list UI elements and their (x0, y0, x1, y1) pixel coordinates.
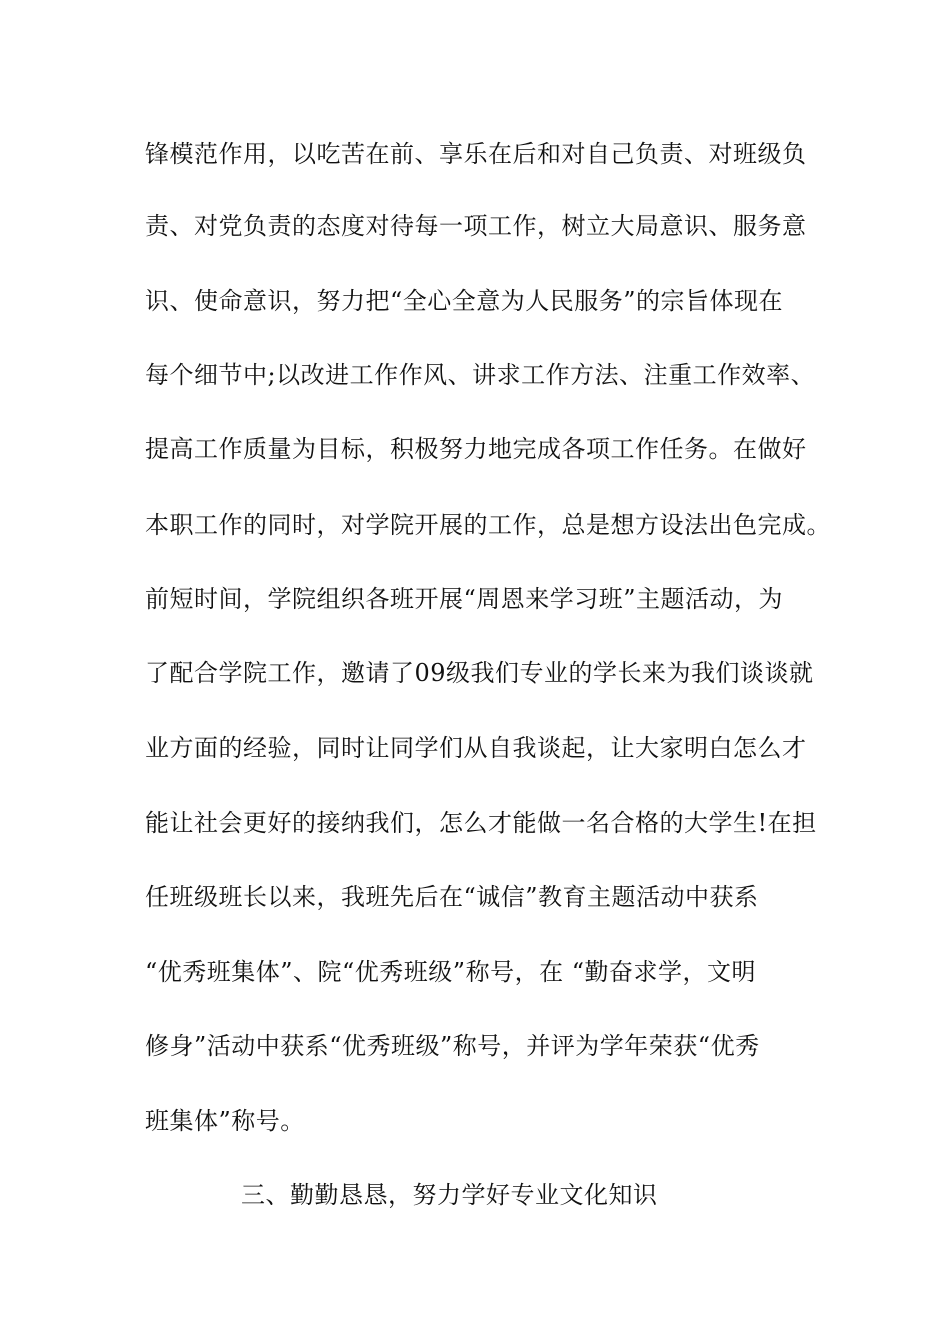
paragraph-line: 识、使命意识，努力把“全心全意为人民服务”的宗旨体现在 (145, 287, 784, 315)
paragraph-line: 修身”活动中获系“优秀班级”称号，并评为学年荣获“优秀 (145, 1032, 760, 1060)
paragraph-line: 业方面的经验，同时让同学们从自我谈起，让大家明白怎么才 (145, 734, 807, 762)
paragraph-line: 前短时间，学院组织各班开展“周恩来学习班”主题活动，为 (145, 585, 784, 613)
paragraph-line: 了配合学院工作，邀请了09级我们专业的学长来为我们谈谈就 (145, 659, 814, 687)
paragraph-line: 能让社会更好的接纳我们，怎么才能做一名合格的大学生!在担 (145, 809, 817, 837)
paragraph-line: 提高工作质量为目标，积极努力地完成各项工作任务。在做好 (145, 435, 807, 463)
paragraph-line: 班集体”称号。 (145, 1107, 305, 1135)
paragraph-line: 本职工作的同时，对学院开展的工作，总是想方设法出色完成。 (145, 511, 831, 539)
paragraph-line: 任班级班长以来，我班先后在“诚信”教育主题活动中获系 (145, 883, 759, 911)
paragraph-line: 责、对党负责的态度对待每一项工作，树立大局意识、服务意 (145, 212, 807, 240)
paragraph-line: “优秀班集体”、院“优秀班级”称号，在 “勤奋求学，文明 (145, 958, 756, 986)
section-heading: 三、勤勤恳恳，努力学好专业文化知识 (241, 1181, 658, 1209)
paragraph-line: 每个细节中;以改进工作作风、讲求工作方法、注重工作效率、 (145, 361, 816, 389)
paragraph-line: 锋模范作用，以吃苦在前、享乐在后和对自己负责、对班级负 (145, 140, 807, 168)
